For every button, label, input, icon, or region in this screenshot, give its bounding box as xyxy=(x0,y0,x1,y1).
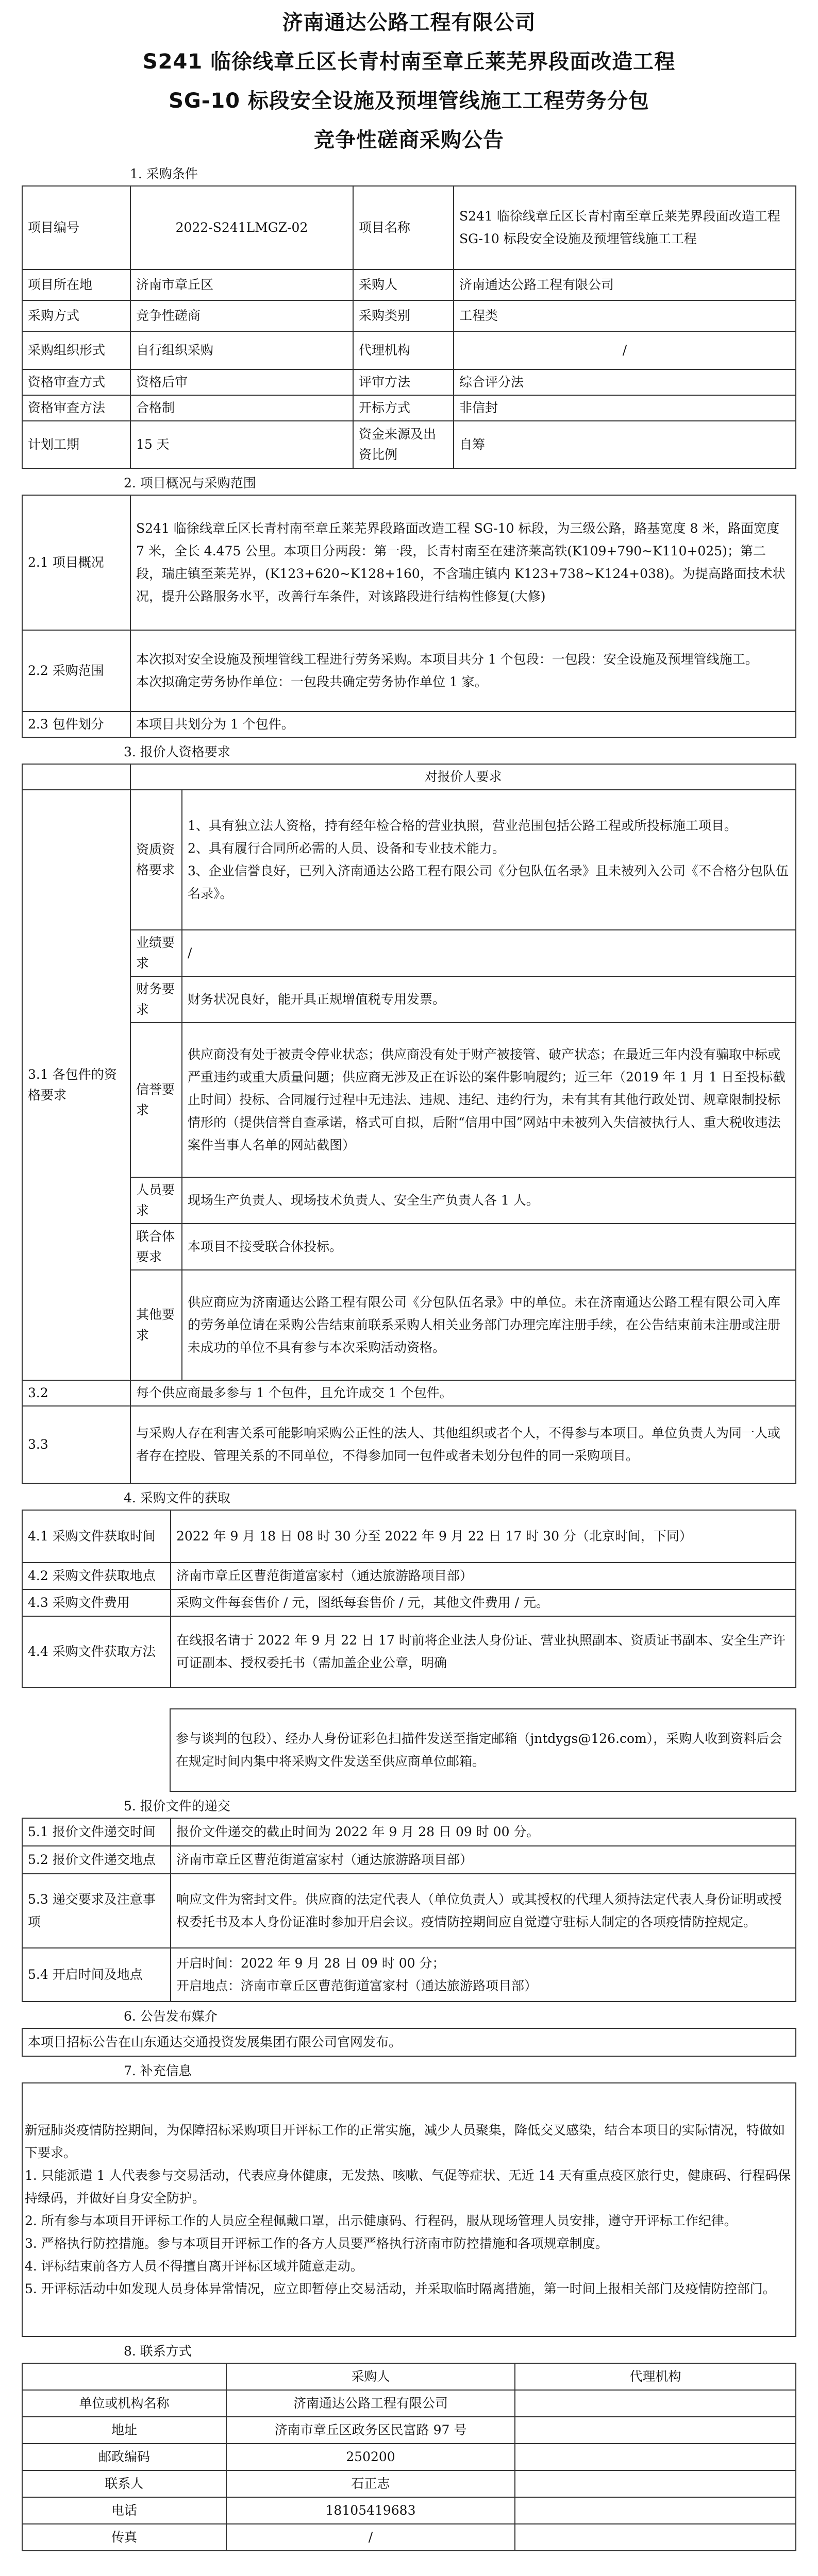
table-row xyxy=(22,1846,796,1874)
label-cell: 项目所在地 xyxy=(22,269,130,300)
label-cell: 采购人 xyxy=(353,269,454,300)
scope-count-text: 本次拟确定劳务协作单位：一包段共确定劳务协作单位 1 家。 xyxy=(136,674,488,689)
label-cell: 5.3 递交要求及注意事项 xyxy=(22,1874,171,1948)
table-row xyxy=(22,269,796,300)
table-row xyxy=(22,2028,796,2056)
section-heading: 7. 补充信息 xyxy=(124,2063,192,2078)
value-cell: 济南市章丘区曹范街道富家村（通达旅游路项目部） xyxy=(171,1563,796,1589)
section-heading: 3. 报价人资格要求 xyxy=(124,744,230,759)
label-cell: 信誉要求 xyxy=(130,1023,182,1177)
label-cell: 人员要求 xyxy=(130,1177,182,1224)
table-row xyxy=(22,1406,796,1483)
table-row xyxy=(22,764,796,790)
value-cell: 工程类 xyxy=(454,300,796,331)
table-row xyxy=(22,2497,796,2524)
info-paragraph: 3. 严格执行防控措施。参与本项目开评标工作的各方人员要严格执行济南市防控措施和各项规章制度。 xyxy=(25,2236,608,2251)
label-cell: 资格审查方法 xyxy=(22,395,130,421)
blank-cell xyxy=(22,1709,170,1791)
value-cell xyxy=(515,2390,796,2417)
label-cell: 邮政编码 xyxy=(22,2444,226,2470)
label-cell: 计划工期 xyxy=(22,421,130,468)
value-cell: 本项目招标公告在山东通达交通投资发展集团有限公司官网发布。 xyxy=(22,2028,796,2056)
section-heading: 1. 采购条件 xyxy=(130,166,198,181)
value-cell: 济南通达公路工程有限公司 xyxy=(226,2390,515,2417)
value-cell: 18105419683 xyxy=(226,2497,515,2524)
value-cell: 报价文件递交的截止时间为 2022 年 9 月 28 日 09 时 00 分。 xyxy=(171,1818,796,1846)
supplementary-info-table xyxy=(22,2082,796,2337)
label-cell: 2.1 项目概况 xyxy=(22,495,130,630)
label-cell: 单位或机构名称 xyxy=(22,2390,226,2417)
table-row xyxy=(22,369,796,395)
table-row xyxy=(22,1510,796,1563)
label-cell: 4.3 采购文件费用 xyxy=(22,1589,171,1616)
label-cell: 联系人 xyxy=(22,2470,226,2497)
scope-text: 本次拟对安全设施及预埋管线工程进行劳务采购。本项目共分 1 个包段：一包段：安全设施及预埋管线施工。 xyxy=(136,652,758,667)
info-paragraph: 4. 评标结束前各方人员不得擅自离开评标区域并随意走动。 xyxy=(25,2259,363,2274)
label-cell: 2.2 采购范围 xyxy=(22,630,130,711)
value-cell: 2022 年 9 月 18 日 08 时 30 分至 2022 年 9 月 22 日 17 时 30 分（北京时间，下同） xyxy=(171,1510,796,1563)
section-heading: 5. 报价文件的递交 xyxy=(124,1799,230,1814)
project-title-line2: SG-10 标段安全设施及预埋管线施工工程劳务分包 xyxy=(169,89,649,113)
company-title: 济南通达公路工程有限公司 xyxy=(282,11,536,35)
value-cell xyxy=(515,2417,796,2444)
table-row xyxy=(22,790,796,930)
project-overview-table xyxy=(22,495,796,738)
publication-media-table xyxy=(22,2028,796,2057)
value-cell: 供应商没有处于被责令停业状态；供应商没有处于财产被接管、破产状态；在最近三年内没有骗取中标或严重违约或重大质量问题；供应商无涉及正在诉讼的案件影响履约；近三年（2019 年 1 月 1 日至投标截止时间）投标、合同履行过程中无违法、违规、违纪、违约行为，未有其有其他行政处罚、规章限制投标情形的（提供信誉自查承诺，格式可自拟，后附“信用中国”网站中未被列入失信被执行人、重大税收违法案件当事人名单的网站截图） xyxy=(182,1023,796,1177)
value-cell: 15 天 xyxy=(130,421,353,468)
label-cell: 地址 xyxy=(22,2417,226,2444)
document-acquisition-continued xyxy=(22,1708,796,1792)
table-row xyxy=(22,1270,796,1380)
section-heading: 6. 公告发布媒介 xyxy=(124,2009,218,2024)
table-row xyxy=(22,1948,796,2002)
label-cell: 业绩要求 xyxy=(130,930,182,976)
table-row xyxy=(22,2524,796,2551)
label-cell: 项目编号 xyxy=(22,186,130,269)
contact-table xyxy=(22,2363,796,2551)
value-cell xyxy=(515,2497,796,2524)
table-row xyxy=(22,2083,796,2336)
notice-title xyxy=(22,0,796,160)
info-paragraph: 5. 开评标活动中如发现人员身体异常情况，应立即暂停止交易活动，并采取临时隔离措施，第一时间上报相关部门及疫情防控部门。 xyxy=(25,2281,776,2296)
value-cell: 现场生产负责人、现场技术负责人、安全生产负责人各 1 人。 xyxy=(182,1177,796,1224)
table-row xyxy=(22,976,796,1023)
value-cell xyxy=(515,2470,796,2497)
label-cell: 5.4 开启时间及地点 xyxy=(22,1948,171,2002)
table-row xyxy=(22,2444,796,2470)
value-cell: 在线报名请于 2022 年 9 月 22 日 17 时前将企业法人身份证、营业执照副本、资质证书副本、安全生产许可证副本、授权委托书（需加盖企业公章，明确 xyxy=(171,1616,796,1687)
project-title-line1: S241 临徐线章丘区长青村南至章丘莱芜界段面改造工程 xyxy=(142,50,676,74)
value-cell: 非信封 xyxy=(454,395,796,421)
label-cell: 其他要求 xyxy=(130,1270,182,1380)
label-cell: 代理机构 xyxy=(353,331,454,369)
section-heading: 8. 联系方式 xyxy=(124,2344,192,2359)
value-cell: 石正志 xyxy=(226,2470,515,2497)
value-cell: S241 临徐线章丘区长青村南至章丘莱芜界段面改造工程 SG-10 标段安全设施及预埋管线施工工程 xyxy=(454,186,796,269)
table-row xyxy=(22,1616,796,1687)
header-cell: 代理机构 xyxy=(515,2363,796,2390)
bidder-qualification-table xyxy=(22,764,796,1484)
table-row xyxy=(22,930,796,976)
header-cell: 对报价人要求 xyxy=(130,764,796,790)
section-heading: 4. 采购文件的获取 xyxy=(124,1490,230,1505)
table-row xyxy=(22,2363,796,2390)
value-cell: 1、具有独立法人资格，持有经年检合格的营业执照，营业范围包括公路工程或所投标施工项目。 2、具有履行合同所必需的人员、设备和专业技术能力。 3、企业信誉良好，已列入济南通达公路工程有限公司《分包队伍名录》且未被列入公司《不合格分包队伍名录》。 xyxy=(182,790,796,930)
label-cell: 资质资格要求 xyxy=(130,790,182,930)
table-row xyxy=(22,395,796,421)
value-cell: S241 临徐线章丘区长青村南至章丘莱芜界段路面改造工程 SG-10 标段，为三级公路，路基宽度 8 米，路面宽度 7 米，全长 4.475 公里。本项目分两段：第一段，长青村南至在建济莱高铁(K109+790~K110+025)；第二段，瑞庄镇至莱芜界，(K123+620~K128+160，不含瑞庄镇内 K123+738~K124+038)。为提高路面技术状况，提升公路服务水平，改善行车条件，对该路段进行结构性修复(大修) xyxy=(130,495,796,630)
label-cell: 5.2 报价文件递交地点 xyxy=(22,1846,171,1874)
group-label-cell: 3.1 各包件的资格要求 xyxy=(22,790,130,1380)
notice-type-title: 竞争性磋商采购公告 xyxy=(314,128,504,152)
label-cell: 开标方式 xyxy=(353,395,454,421)
label-cell: 财务要求 xyxy=(130,976,182,1023)
label-cell: 采购组织形式 xyxy=(22,331,130,369)
table-row xyxy=(22,1709,796,1791)
table-row xyxy=(22,2390,796,2417)
value-cell: / xyxy=(226,2524,515,2551)
open-time-text: 开启时间：2022 年 9 月 28 日 09 时 00 分； xyxy=(176,1956,445,1971)
value-cell: 济南市章丘区曹范街道富家村（通达旅游路项目部） xyxy=(171,1846,796,1874)
value-cell: 济南市章丘区政务区民富路 97 号 xyxy=(226,2417,515,2444)
open-place-text: 开启地点：济南市章丘区曹范街道富家村（通达旅游路项目部） xyxy=(176,1978,538,1993)
table-row xyxy=(22,1818,796,1846)
table-row xyxy=(22,495,796,630)
table-row xyxy=(22,630,796,711)
value-cell: 自筹 xyxy=(454,421,796,468)
label-cell: 传真 xyxy=(22,2524,226,2551)
bid-submission-table xyxy=(22,1818,796,2002)
value-cell xyxy=(171,1948,796,2002)
value-cell: 与采购人存在利害关系可能影响采购公正性的法人、其他组织或者个人，不得参与本项目。单位负责人为同一人或者存在控股、管理关系的不同单位，不得参加同一包件或者未划分包件的同一采购项目。 xyxy=(130,1406,796,1483)
value-cell: 250200 xyxy=(226,2444,515,2470)
table-row xyxy=(22,2470,796,2497)
table-row xyxy=(22,421,796,468)
section-heading: 2. 项目概况与采购范围 xyxy=(124,476,256,490)
header-cell: 采购人 xyxy=(226,2363,515,2390)
value-cell xyxy=(515,2524,796,2551)
value-cell xyxy=(515,2444,796,2470)
info-paragraph: 1. 只能派遣 1 人代表参与交易活动，代表应身体健康，无发热、咳嗽、气促等症状、无近 14 天有重点疫区旅行史，健康码、行程码保持绿码，并做好自身安全防护。 xyxy=(25,2168,791,2206)
label-cell: 3.3 xyxy=(22,1406,130,1483)
value-cell: 本项目共划分为 1 个包件。 xyxy=(130,711,796,737)
label-cell: 联合体要求 xyxy=(130,1224,182,1270)
value-cell: 综合评分法 xyxy=(454,369,796,395)
label-cell: 资金来源及出资比例 xyxy=(353,421,454,468)
label-cell: 4.2 采购文件获取地点 xyxy=(22,1563,171,1589)
label-cell: 4.4 采购文件获取方法 xyxy=(22,1616,171,1687)
value-cell: 2022-S241LMGZ-02 xyxy=(130,186,353,269)
value-cell: 竞争性磋商 xyxy=(130,300,353,331)
value-cell: 资格后审 xyxy=(130,369,353,395)
value-cell: 供应商应为济南通达公路工程有限公司《分包队伍名录》中的单位。未在济南通达公路工程有限公司入库的劳务单位请在采购公告结束前联系采购人相关业务部门办理完库注册手续，在公告结束前未注册或注册未成功的单位不具有参与本次采购活动资格。 xyxy=(182,1270,796,1380)
table-row xyxy=(22,1563,796,1589)
value-cell: 参与谈判的包段）、经办人身份证彩色扫描件发送至指定邮箱（jntdygs@126.com），采购人收到资料后会在规定时间内集中将采购文件发送至供应商单位邮箱。 xyxy=(170,1709,796,1791)
table-row xyxy=(22,1177,796,1224)
info-paragraph: 2. 所有参与本项目开评标工作的人员应全程佩戴口罩，出示健康码、行程码，服从现场管理人员安排，遵守开评标工作纪律。 xyxy=(25,2213,737,2228)
blank-cell xyxy=(22,764,130,790)
value-cell: 每个供应商最多参与 1 个包件，且允许成交 1 个包件。 xyxy=(130,1380,796,1406)
label-cell: 4.1 采购文件获取时间 xyxy=(22,1510,171,1563)
value-cell: 自行组织采购 xyxy=(130,331,353,369)
value-cell: 济南通达公路工程有限公司 xyxy=(454,269,796,300)
value-cell: 响应文件为密封文件。供应商的法定代表人（单位负责人）或其授权的代理人须持法定代表人身份证明或授权委托书及本人身份证准时参加开启会议。疫情防控期间应自觉遵守驻标人制定的各项疫情防控规定。 xyxy=(171,1874,796,1948)
table-row xyxy=(22,331,796,369)
label-cell: 项目名称 xyxy=(353,186,454,269)
value-cell: 合格制 xyxy=(130,395,353,421)
table-row xyxy=(22,711,796,737)
label-cell: 电话 xyxy=(22,2497,226,2524)
table-row xyxy=(22,1023,796,1177)
info-paragraph: 新冠肺炎疫情防控期间，为保障招标采购项目开评标工作的正常实施，减少人员聚集，降低交叉感染，结合本项目的实际情况，特做如下要求。 xyxy=(25,2123,786,2160)
value-cell: / xyxy=(182,930,796,976)
document-acquisition-table xyxy=(22,1510,796,1688)
value-cell: 采购文件每套售价 / 元，图纸每套售价 / 元，其他文件费用 / 元。 xyxy=(171,1589,796,1616)
table-row xyxy=(22,1380,796,1406)
table-row xyxy=(22,300,796,331)
procurement-conditions-table xyxy=(22,185,796,469)
value-cell: / xyxy=(454,331,796,369)
table-row xyxy=(22,2417,796,2444)
table-row xyxy=(22,186,796,269)
label-cell: 采购类别 xyxy=(353,300,454,331)
value-cell xyxy=(130,630,796,711)
label-cell: 5.1 报价文件递交时间 xyxy=(22,1818,171,1846)
label-cell: 3.2 xyxy=(22,1380,130,1406)
value-cell: 济南市章丘区 xyxy=(130,269,353,300)
table-row xyxy=(22,1874,796,1948)
label-cell: 2.3 包件划分 xyxy=(22,711,130,737)
value-cell: 本项目不接受联合体投标。 xyxy=(182,1224,796,1270)
table-row xyxy=(22,1224,796,1270)
label-cell: 采购方式 xyxy=(22,300,130,331)
label-cell: 资格审查方式 xyxy=(22,369,130,395)
header-cell xyxy=(22,2363,226,2390)
value-cell: 财务状况良好，能开具正规增值税专用发票。 xyxy=(182,976,796,1023)
label-cell: 评审方法 xyxy=(353,369,454,395)
table-row xyxy=(22,1589,796,1616)
supplementary-info-cell xyxy=(22,2083,796,2336)
